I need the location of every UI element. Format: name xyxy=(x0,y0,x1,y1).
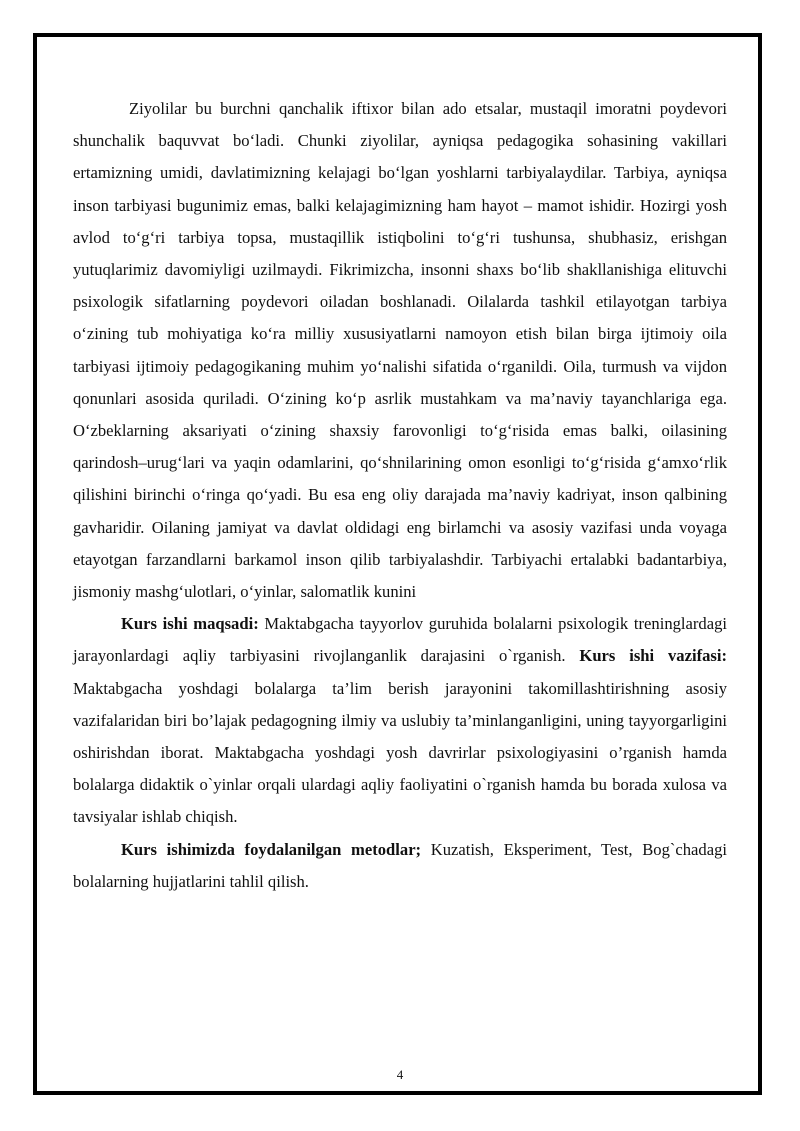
page-number: 4 xyxy=(396,1067,404,1082)
methods-text: Kuzatish, Eksperiment, Test, Bog`chadagi bolalarning hujjatlarini tahlil qilish. xyxy=(73,839,727,891)
course-task-label: Kurs ishi vazifasi: xyxy=(579,646,727,666)
paragraph-intro: Ziyolilar bu burchni qanchalik iftixor bilan ado etsalar, mustaqil imoratni poydevori shunchalik baquvvat bo‘ladi. Chunki ziyolilar, ayniqsa pedagogika sohasining vakillari ertamizning umidi, davlatimizning kelajagi bo‘lgan yoshlarni tarbiyalaydilar. Tarbiya, ayniqsa inson tarbiyasi bugunimiz emas, balki kelajagimizning ham hayot – mamot ishidir. Hozirgi yosh avlod to‘g‘ri tarbiya topsa, mustaqillik istiqbolini to‘g‘ri tushunsa, shubhasiz, erishgan yutuqlarimiz davomiyligi uzilmaydi. Fikrimizcha, insonni shaxs bo‘lib shakllanishiga elituvchi psixologik sifatlarning poydevori oiladan boshlanadi. Oilalarda tashkil etilayotgan tarbiya o‘zining tub mohiyatiga ko‘ra milliy xususiyatlarni namoyon etish bilan birga ijtimoiy oila tarbiyasi ijtimoiy pedagogikaning muhim yo‘nalishi sifatida o‘rganildi. Oila, turmush va vijdon qonunlari asosida quriladi. O‘zining ko‘p asrlik mustahkam va ma’naviy tayanchlariga ega. O‘zbeklarning aksariyati o‘zining shaxsiy farovonligi to‘g‘risida emas balki, oilasining qarindosh–urug‘lari va yaqin odamlarini, qo‘shnilarining omon esonligi to‘g‘risida g‘amxo‘rlik qilishini birinchi o‘ringa qo‘yadi. Bu esa eng oliy darajada ma’naviy kadriyat, inson qalbining gavharidir. Oilaning jamiyat va davlat oldidagi eng birlamchi va asosiy vazifasi unda voyaga etayotgan farzandlarni barkamol inson qilib tarbiyalashdir. Tarbiyachi ertalabki badantarbiya, jismoniy mashg‘ulotlari, o‘yinlar, salomatlik kunini xyxy=(73,99,727,602)
paragraph-methods xyxy=(73,834,727,898)
course-goal-label: Kurs ishi maqsadi: xyxy=(121,614,259,634)
methods-label: Kurs ishimizda foydalanilgan metodlar; xyxy=(121,839,422,859)
course-goal-text: Maktabgacha tayyorlov guruhida bolalarni psixologik treninglardagi jarayonlardagi aqliy tarbiyasini rivojlanganlik darajasini o`rganish. xyxy=(73,614,727,666)
paragraph-course-goal xyxy=(73,608,727,833)
document-body xyxy=(73,93,727,898)
course-task-text: Maktabgacha yoshdagi bolalarga ta’lim berish jarayonini takomillashtirishning asosiy vazifalaridan biri bo’lajak pedagogning ilmiy va uslubiy ta’minlanganligini, uning tayyorgarligini oshirishdan iborat. Maktabgacha yoshdagi yosh davrirlar psixologiyasini o’rganish hamda bolalarga didaktik o`yinlar orqali ulardagi aqliy faoliyatini o`rganish hamda bu borada xulosa va tavsiyalar ishlab chiqish. xyxy=(73,678,727,827)
